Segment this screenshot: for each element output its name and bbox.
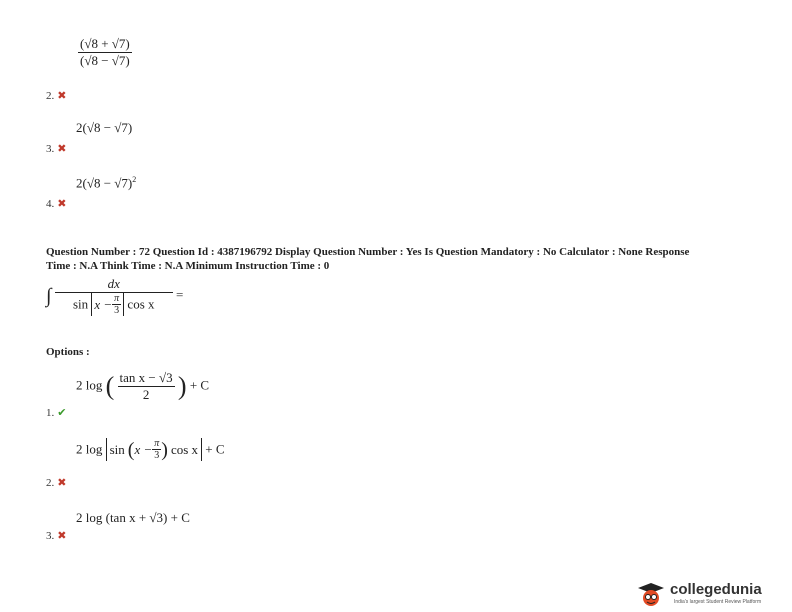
prev-option-2-expression xyxy=(78,36,132,69)
integral-numerator: dx xyxy=(107,276,120,291)
prev-option-2-denominator: (√8 − √7) xyxy=(80,53,130,68)
option-1-expression: 2 log ( $\frac{\text{tan x − √3}}{2}$ ) + C xyxy=(76,370,210,402)
option-1-label: 1. ✔ xyxy=(46,406,67,419)
options-label: Options : xyxy=(46,346,90,358)
option-3-label: 3. ✖ xyxy=(46,529,67,542)
wrong-mark-icon: ✖ xyxy=(57,476,67,489)
prev-option-2-numerator: (√8 + √7) xyxy=(80,36,130,51)
question-integral xyxy=(46,276,183,316)
integral-equals: = xyxy=(175,286,184,302)
brand-logo xyxy=(636,580,786,608)
option-3-expression: 2 log (tan x + √3) + C xyxy=(76,510,190,525)
graduate-mascot-icon xyxy=(636,580,666,608)
prev-option-4-expression: $2(√8 - √7)^2$ xyxy=(76,175,137,191)
prev-option-4-label: 4. ✖ xyxy=(46,197,67,210)
prev-option-3-expression: 2(√8 − √7) xyxy=(76,120,133,135)
correct-mark-icon: ✔ xyxy=(57,406,67,419)
brand-name: collegedunia xyxy=(670,581,762,598)
prev-option-2-label: 2. ✖ xyxy=(46,89,67,102)
integral-denominator: sin x − $\frac{\pi}{3}$ cos x xyxy=(72,293,155,316)
option-2-label: 2. ✖ xyxy=(46,476,67,489)
question-info-line-1: Question Number : 72 Question Id : 4387196792 Display Question Number : Yes Is Question Mandatory : No Calculator : None Response xyxy=(46,246,690,258)
brand-tagline: India's largest Student Review Platform xyxy=(674,599,762,605)
wrong-mark-icon: ✖ xyxy=(57,142,67,155)
integral-sign-icon: ∫ xyxy=(46,285,52,307)
prev-option-3-label: 3. ✖ xyxy=(46,142,67,155)
wrong-mark-icon: ✖ xyxy=(57,197,67,210)
question-info-line-2: Time : N.A Think Time : N.A Minimum Instruction Time : 0 xyxy=(46,260,330,272)
question-info xyxy=(46,245,766,273)
option-2-expression: 2 log sin ( x − $\frac{\pi}{3}$ ) cos x + C xyxy=(76,438,225,461)
wrong-mark-icon: ✖ xyxy=(57,89,67,102)
wrong-mark-icon: ✖ xyxy=(57,529,67,542)
